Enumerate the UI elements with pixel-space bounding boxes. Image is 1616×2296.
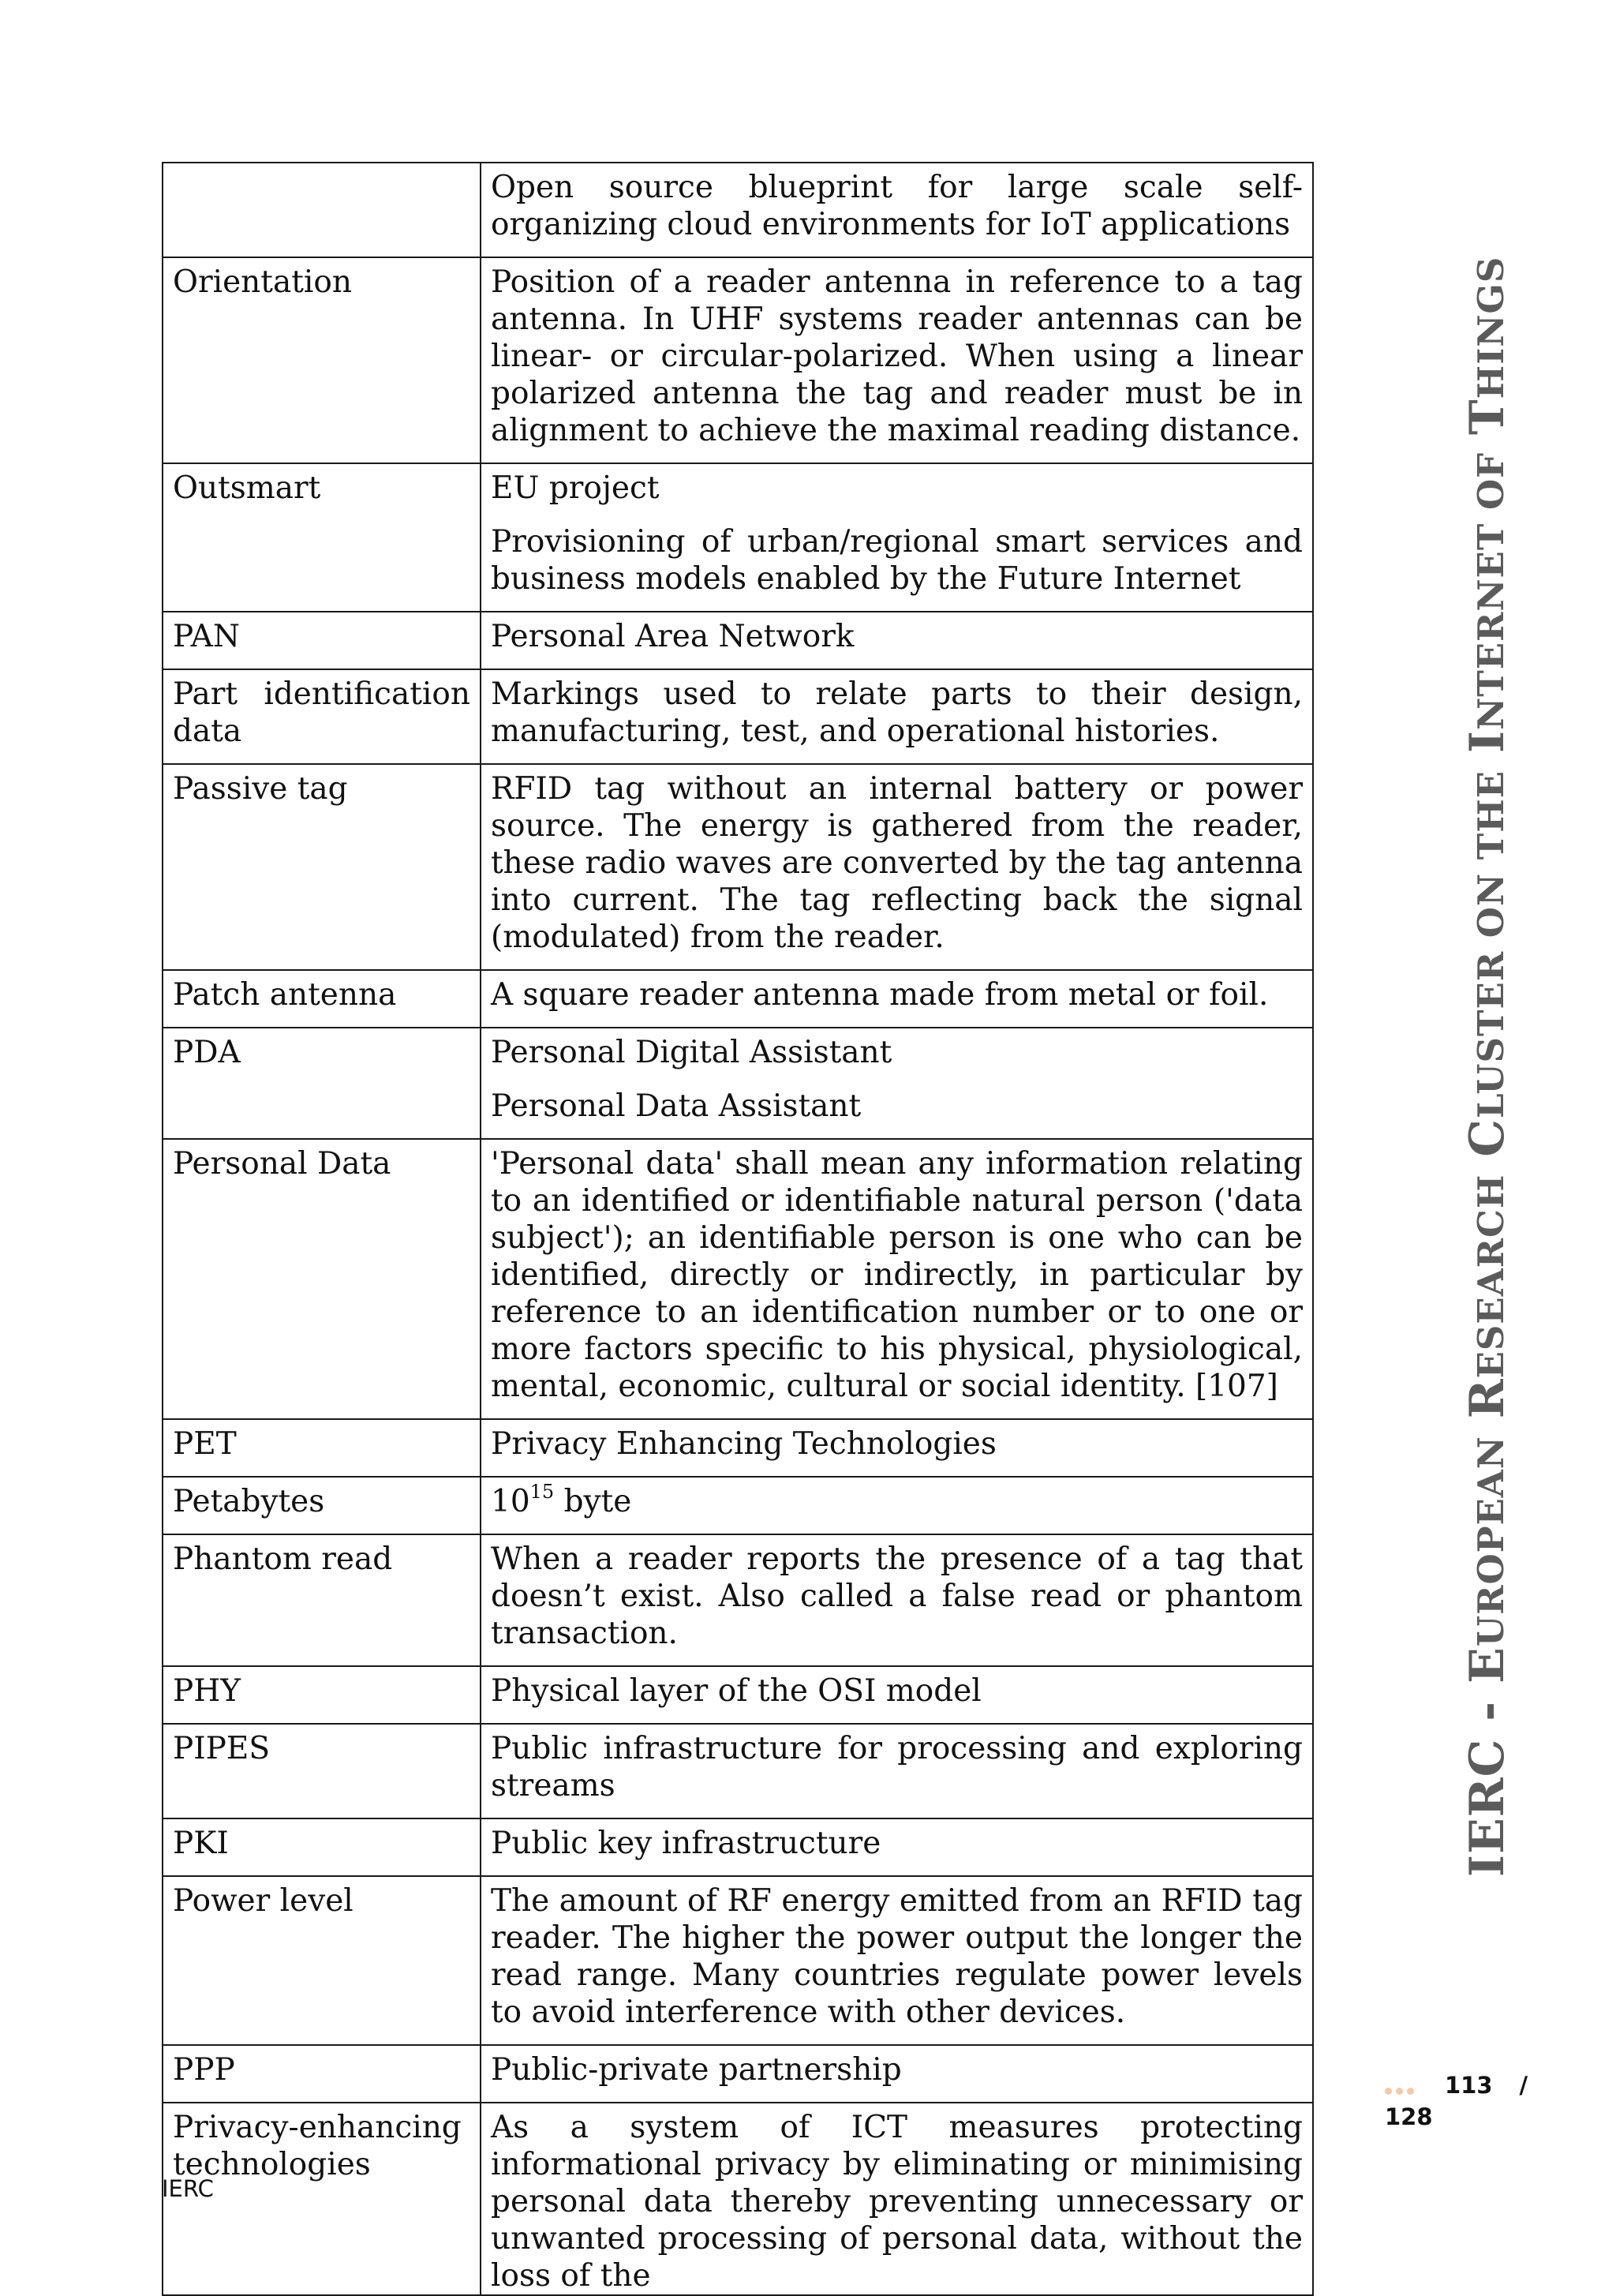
page-separator: / — [1519, 2072, 1528, 2099]
petabytes-base: 10 — [491, 1484, 530, 1519]
definition-text: Position of a reader antenna in reference to a tag antenna. In UHF systems reader antennas can be linear- or circular-polarized. When using a linear polarized antenna the tag and reader must be in alignment to achieve the maximal reading distance. — [491, 264, 1303, 448]
dots-icon — [1385, 2073, 1418, 2100]
definition-cell — [481, 764, 1313, 970]
definition-cell — [481, 463, 1313, 612]
definition-text: Personal Data Assistant — [491, 1088, 862, 1124]
running-header-title — [1460, 256, 1515, 1877]
definition-cell — [481, 1818, 1313, 1876]
definition-text: Public infrastructure for processing and exploring streams — [491, 1731, 1303, 1803]
definition-cell — [481, 163, 1313, 257]
title-part: LUSTER ON THE — [1470, 770, 1512, 1118]
term-cell: PAN — [163, 612, 481, 669]
definition-cell — [481, 1419, 1313, 1477]
table-row — [163, 1876, 1313, 2045]
table-row — [163, 970, 1313, 1028]
term-cell: Privacy-enhancing technologies — [163, 2103, 481, 2295]
definition-text: As a system of ICT measures protecting informational privacy by eliminating or minimising personal data thereby preventing unnecessary or unwanted processing of personal data, without the loss of the — [491, 2110, 1303, 2294]
definition-text: Public key infrastructure — [491, 1826, 881, 1861]
term-cell: Passive tag — [163, 764, 481, 970]
definition-text: RFID tag without an internal battery or power source. The energy is gathered from the reader, these radio waves are converted by the tag antenna into current. The tag reflecting back the signal (modulated) from the reader. — [491, 771, 1303, 955]
definition-cell — [481, 257, 1313, 463]
table-row — [163, 1534, 1313, 1666]
table-row — [163, 1028, 1313, 1139]
table-row — [163, 2045, 1313, 2103]
table-row — [163, 257, 1313, 463]
table-row — [163, 163, 1313, 257]
title-part: T — [1460, 399, 1515, 452]
glossary-table — [162, 162, 1314, 2296]
table-row — [163, 669, 1313, 764]
page-current: 113 — [1445, 2072, 1493, 2099]
term-cell: Part identification data — [163, 669, 481, 764]
dot — [1385, 2088, 1392, 2095]
term-cell: PHY — [163, 1666, 481, 1724]
definition-text: EU project — [491, 470, 660, 506]
dot — [1396, 2088, 1403, 2095]
definition-cell — [481, 1028, 1313, 1139]
definition-text — [491, 1483, 1303, 1520]
definition-cell — [481, 669, 1313, 764]
term-cell: Power level — [163, 1876, 481, 2045]
page-number — [1385, 2072, 1566, 2130]
definition-cell — [481, 1666, 1313, 1724]
title-part: HINGS — [1470, 256, 1512, 399]
table-row — [163, 1477, 1313, 1534]
definition-cell — [481, 1139, 1313, 1419]
table-row — [163, 1419, 1313, 1477]
table-row — [163, 1724, 1313, 1818]
table-row — [163, 463, 1313, 612]
term-cell: Orientation — [163, 257, 481, 463]
definition-cell — [481, 1724, 1313, 1818]
table-row — [163, 764, 1313, 970]
term-cell: PET — [163, 1419, 481, 1477]
title-part: UROPEAN — [1470, 1436, 1512, 1647]
definition-text: 'Personal data' shall mean any information relating to an identified or identifiable natural person ('data subject'); an identifiable person is one who can be identified, directly or indirectly, in particular by reference to an identification number or to one or more factors specific to his physical, physiological, mental, economic, cultural or social identity. [107] — [491, 1146, 1303, 1404]
term-cell — [163, 163, 481, 257]
definition-text: Markings used to relate parts to their design, manufacturing, test, and operational histories. — [491, 676, 1303, 749]
definition-text: Personal Digital Assistant — [491, 1035, 892, 1070]
term-cell: PKI — [163, 1818, 481, 1876]
table-row — [163, 612, 1313, 669]
table-row — [163, 2103, 1313, 2295]
definition-cell — [481, 2103, 1313, 2295]
title-part: C — [1460, 1118, 1515, 1174]
term-cell: Phantom read — [163, 1534, 481, 1666]
definition-text: Personal Area Network — [491, 619, 855, 654]
table-row — [163, 1139, 1313, 1419]
definition-text: Provisioning of urban/regional smart services and business models enabled by the Future Internet — [491, 524, 1303, 597]
title-part: R — [1460, 1378, 1515, 1436]
title-part: NTERNET OF — [1470, 451, 1512, 730]
term-cell: Patch antenna — [163, 970, 481, 1028]
term-cell: Outsmart — [163, 463, 481, 612]
definition-cell — [481, 2045, 1313, 2103]
petabytes-unit: byte — [554, 1484, 632, 1519]
definition-cell — [481, 612, 1313, 669]
term-cell: Personal Data — [163, 1139, 481, 1419]
dot — [1407, 2088, 1414, 2095]
term-cell: PIPES — [163, 1724, 481, 1818]
definition-cell — [481, 970, 1313, 1028]
term-cell: PPP — [163, 2045, 481, 2103]
term-cell: Petabytes — [163, 1477, 481, 1534]
definition-text: The amount of RF energy emitted from an RFID tag reader. The higher the power output the longer the read range. Many countries regulate power levels to avoid interference with other devices. — [491, 1883, 1303, 2030]
title-part: ESEARCH — [1470, 1174, 1512, 1379]
title-part: I — [1460, 729, 1515, 770]
definition-text: When a reader reports the presence of a tag that doesn’t exist. Also called a false read or phantom transaction. — [491, 1541, 1303, 1651]
definition-text: Privacy Enhancing Technologies — [491, 1426, 997, 1462]
definition-text: Open source blueprint for large scale self-organizing cloud environments for IoT applications — [491, 170, 1303, 242]
definition-cell — [481, 1876, 1313, 2045]
term-cell: PDA — [163, 1028, 481, 1139]
title-part: IERC - E — [1460, 1646, 1515, 1877]
table-row — [163, 1666, 1313, 1724]
petabytes-exponent: 15 — [529, 1481, 555, 1503]
definition-text: Physical layer of the OSI model — [491, 1673, 982, 1709]
definition-cell — [481, 1477, 1313, 1534]
table-row — [163, 1818, 1313, 1876]
definition-cell — [481, 1534, 1313, 1666]
footer-label: IERC — [162, 2175, 214, 2202]
page-total: 128 — [1385, 2103, 1433, 2130]
definition-text: Public-private partnership — [491, 2052, 902, 2088]
definition-text: A square reader antenna made from metal or foil. — [491, 977, 1269, 1013]
